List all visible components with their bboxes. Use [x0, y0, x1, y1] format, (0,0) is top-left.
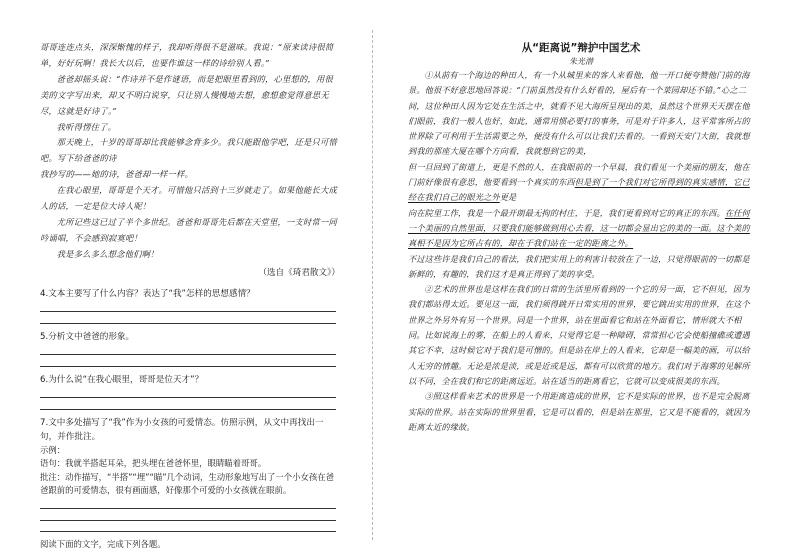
essay-text: 但一旦回到了街道上，更是不然的人，在我眼前的一个早晨，我们看见一个美丽的朋友，他在门前好像很有意思，他要看到一个真实的东西	[408, 161, 750, 188]
reading-instruction: 阅读下面的文字，完成下列各题。	[40, 539, 166, 550]
underlined-sentence: 在任何一个美丽的自然里面，只要我们能够做到用心去看，这一切都会显出它的美的一面。这个美的真相不是因为它所占有的，却在于我们站在一定的距离之外。	[408, 207, 750, 249]
underlined-sentence: 但是到了一个我们对它所得到的真实感情，它已经在我们自己的眼光之外	[408, 177, 750, 203]
example-annotation: 批注：动作描写，“半搭”“埋”“瞄”几个动词，生动形象地写出了一个小女孩在爸爸跟前的可爱情态，很有画面感，好像那个可爱的小女孩就在眼前。	[40, 471, 335, 496]
essay-author: 朱光潜	[569, 57, 593, 66]
answer-line[interactable]	[40, 301, 336, 313]
question-text: 6.为什么说“在我心眼里，哥哥是位天才”？	[40, 374, 204, 385]
column-divider	[372, 30, 373, 540]
question-item	[40, 330, 340, 367]
answer-line[interactable]	[40, 344, 336, 356]
example-sentence: 语句：我就半搭起耳朵，把头埋在爸爸怀里，眼睛瞄着哥哥。	[40, 458, 267, 469]
essay-text: ①从前有一个海边的种田人，有一个从城里来的客人来看他，他一开口便夸赞他门前的海景。他很不好意思地回答说：“门前虽然没有什么好看的，屋后有一个菜园却还不错。”心之二间，这位种田人因为它处在生活之中，就看不见大海所呈现出的美，虽然这个世界天天摆在他们眼前，我们一般人也好，如此，通常用惯必要打的事务，可是对于许多人，这平常客所占的世界除了可利用于生活需要之外，便没有什么可以让我们去看的。一看到天安门大街，我就想到我的那座大厦在哪个方向看，我就想到它的美，	[408, 70, 750, 157]
essay-body	[408, 68, 754, 435]
story-paragraph: 在我心眼里，哥哥是个天才。可惜他只活到十三岁就走了。如果他能长大成人的话，一定是位大诗人呢！	[40, 185, 337, 212]
essay-paragraph	[408, 68, 754, 160]
question-text: 7.文中多处描写了“我”作为小女孩的可爱情态。仿照示例，从文中再找出一句，并作批注。	[40, 417, 324, 442]
right-column	[408, 42, 754, 435]
essay-text: 更是	[499, 192, 517, 203]
essay-text: 不过这些许是我们自己的看法，我们把实用上的利害计较放在了一边，只觉得眼前的一切都是新鲜的，有趣的，我们这才是真正得到了美的享受。	[408, 253, 750, 279]
answer-line[interactable]	[40, 398, 336, 410]
answer-line[interactable]	[40, 312, 336, 324]
answer-line[interactable]	[40, 509, 336, 521]
question-item	[40, 287, 340, 324]
question-item	[40, 416, 340, 444]
answer-area-q7[interactable]	[40, 498, 340, 533]
story-paragraph: 哥哥连连点头，深深惭愧的样子，我却听得很不是滋味。我说：“原来读诗很简单，好好玩啊！我长大以后，也要作谁这一样的诗给别人看。”	[40, 42, 334, 68]
story-excerpt	[40, 40, 340, 263]
story-paragraph: 我是多么多么想念他们啊！	[56, 248, 159, 259]
story-paragraph: 那天晚上，十岁的哥哥却比我能够念背多少。我只能跟他学吧，还是只可惜吧。写下给爸爸的诗	[40, 137, 337, 164]
answer-line[interactable]	[40, 355, 336, 367]
question-text: 4.文本主要写了什么内容？表达了“我”怎样的思想感情？	[40, 288, 255, 299]
example-block	[40, 444, 340, 533]
left-column	[40, 40, 340, 552]
story-paragraph: 爸爸却摇头说：“作诗并不是作谜语，而是把眼里看到的，心里想的，用很美的文字写出来，却又不明白说穿，只让别人慢慢地去想，愈想愈觉得意思无尽，这就是好诗了。”	[40, 73, 333, 116]
answer-line[interactable]	[40, 521, 336, 533]
essay-paragraph: ③照这样看来艺术的世界是一个用距离造成的世界，它不是实际的世界，也不是完全脱离实际的世界。站在实际的世界里看，它是可以看的，但是站在那里，它又是不能看的，就因为距离太近的缘故。	[408, 391, 750, 432]
question-list	[40, 287, 340, 444]
question-text: 5.分析文中爸爸的形象。	[40, 331, 135, 342]
answer-line[interactable]	[40, 387, 336, 399]
story-paragraph: 尤所记些这已过了半个多世纪。爸爸和哥哥先后都在天堂里，一支时常一同吟诵唱，不会感到寂寞吧！	[40, 216, 337, 243]
essay-paragraph	[408, 252, 754, 283]
essay-paragraph	[408, 206, 754, 252]
essay-text: 向在院里工作，我是一个最开朗最无拘的村庄，于是，我们更看到对它的真正的东西。	[408, 207, 725, 218]
answer-line[interactable]	[40, 498, 336, 510]
example-heading: 示例：	[40, 444, 66, 455]
story-source: （选自《琦君散文》）	[258, 267, 340, 278]
question-item	[40, 373, 340, 410]
essay-paragraph: ②艺术的世界也是这样在我们的日常的生活里所看到的一个它的另一面，它不但见，因为我们都站得太近。要见这一面，我们须得跳开日常实用的世界，要它跳出实用的世界，在这个世界之外另外有另一个世界。同是一个世界，站在里面看它和站在外面看它，情形就大不相同。比如说海上的雾，在船上的人看来，只觉得它是一种障碍，常常担心它会使船撞礁或遭遇其它不幸，这时候它对于我们是可憎的。但是站在岸上的人看来，它却是一幅美的画，可以给人无穷的情趣。无论是浓是淡，或是近或是远，都有可以欣赏的地方。我们对于海雾的见解所以不同，全在我们和它的距离远近。站在适当的距离看它，它就可以变成很美的东西。	[408, 284, 750, 386]
story-paragraph: 我听得愣住了。	[56, 121, 117, 132]
essay-title: 从“距离说”辩护中国艺术	[521, 42, 641, 54]
story-paragraph: 我抄写的——她的诗，爸爸却一样一样。	[40, 169, 193, 180]
essay-paragraph	[408, 160, 754, 206]
